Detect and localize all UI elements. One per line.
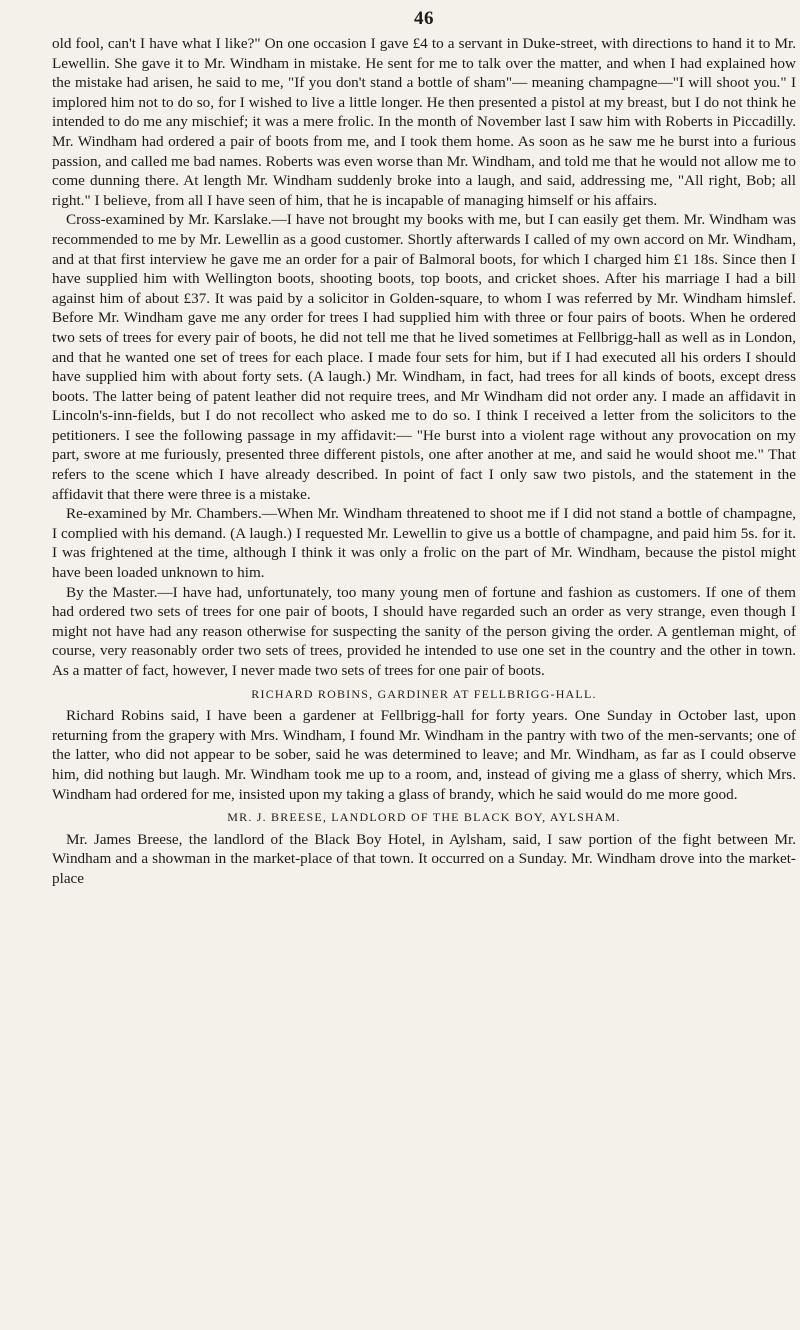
paragraph: Mr. James Breese, the landlord of the Black Boy Hotel, in Aylsham, said, I saw portion of the fight between Mr. Windham and a showman in the market-place of that town. It occurred on a Sunday. Mr. Windham drove into the market-place	[52, 830, 796, 887]
paragraph: Re-examined by Mr. Chambers.—When Mr. Windham threatened to shoot me if I did not stand a bottle of champagne, I complied with his demand. (A laugh.) I requested Mr. Lewellin to give us a bottle of champagne, and paid him 5s. for it. I was frightened at the time, although I think it was only a frolic on the part of Mr. Windham, because the pistol might have been loaded unknown to him.	[52, 505, 796, 582]
article-body	[52, 34, 796, 889]
page-number: 46	[414, 8, 434, 29]
document-page	[52, 8, 796, 889]
paragraph: old fool, can't I have what I like?" On one occasion I gave £4 to a servant in Duke-street, with directions to hand it to Mr. Lewellin. She gave it to Mr. Windham in mistake. He sent for me to talk over the matter, and when I had explained how the mistake had arisen, he said to me, "If you don't stand a bottle of sham"— meaning champagne—"I will shoot you." I implored him not to do so, for I wished to live a little longer. He then presented a pistol at my breast, but I do not think he intended to do me any mischief; it was a mere frolic. In the month of November last I saw him with Roberts in Piccadilly. Mr. Windham had ordered a pair of boots from me, and I took them home. As soon as he saw me he burst into a furious passion, and called me bad names. Roberts was even worse than Mr. Windham, and told me that he would not allow me to come dunning there. At length Mr. Windham suddenly broke into a laugh, and said, addressing me, "All right, Bob; all right." I believe, from all I have seen of him, that he is incapable of managing himself or his affairs.	[52, 35, 796, 209]
paragraph: Cross-examined by Mr. Karslake.—I have not brought my books with me, but I can easily get them. Mr. Windham was recommended to me by Mr. Lewellin as a good customer. Shortly afterwards I called of my own accord on Mr. Windham, and at that first interview he gave me an order for a pair of Balmoral boots, for which I charged him £1 18s. Since then I have supplied him with Wellington boots, shooting boots, top boots, and cricket shoes. After his marriage I had a bill against him of about £37. It was paid by a solicitor in Golden-square, to whom I was referred by Mr. Windham himslef. Before Mr. Windham gave me any order for trees I had supplied him with three or four pairs of boots. When he ordered two sets of trees for every pair of boots, he did not tell me that he lived sometimes at Fellbrigg-hall as well as in London, and that he wanted one set of trees for each place. I made four sets for him, but if I had executed all his orders I should have supplied him with about forty sets. (A laugh.) Mr. Windham, in fact, had trees for all kinds of boots, except dress boots. The latter being of patent leather did not require trees, and Mr Windham did not order any. I made an affidavit in Lincoln's-inn-fields, but I do not recollect who asked me to do so. I think I received a letter from the solicitors to the petitioners. I see the following passage in my affidavit:— "He burst into a violent rage without any provocation on my part, swore at me furiously, presented three different pistols, one after another at me, and said he would shoot me." That refers to the scene which I have already described. In point of fact I only saw two pistols, and the statement in the affidavit that there were three is a mistake.	[52, 211, 796, 503]
witness-heading: MR. J. BREESE, LANDLORD OF THE BLACK BOY, AYLSHAM.	[227, 810, 621, 825]
paragraph: By the Master.—I have had, unfortunately, too many young men of fortune and fashion as customers. If one of them had ordered two sets of trees for one pair of boots, I should have regarded such an order as very strange, even though I might not have had any reason otherwise for suspecting the sanity of the person giving the order. A gentleman might, of course, very reasonably order two sets of trees, provided he intended to use one set in the country and the other in town. As a matter of fact, however, I never made two sets of trees for one pair of boots.	[52, 583, 796, 679]
witness-heading: RICHARD ROBINS, GARDINER AT FELLBRIGG-HALL.	[251, 686, 597, 701]
paragraph: Richard Robins said, I have been a gardener at Fellbrigg-hall for forty years. One Sunday in October last, upon returning from the grapery with Mrs. Windham, I found Mr. Windham in the pantry with two of the men-servants; one of the latter, who did not appear to be sober, said he was determined to leave; and Mr. Windham, as far as I could observe him, did nothing but laugh. Mr. Windham took me up to a room, and, instead of giving me a glass of sherry, which Mrs. Windham had ordered for me, insisted upon my taking a glass of brandy, which he said would do me more good.	[52, 707, 796, 803]
